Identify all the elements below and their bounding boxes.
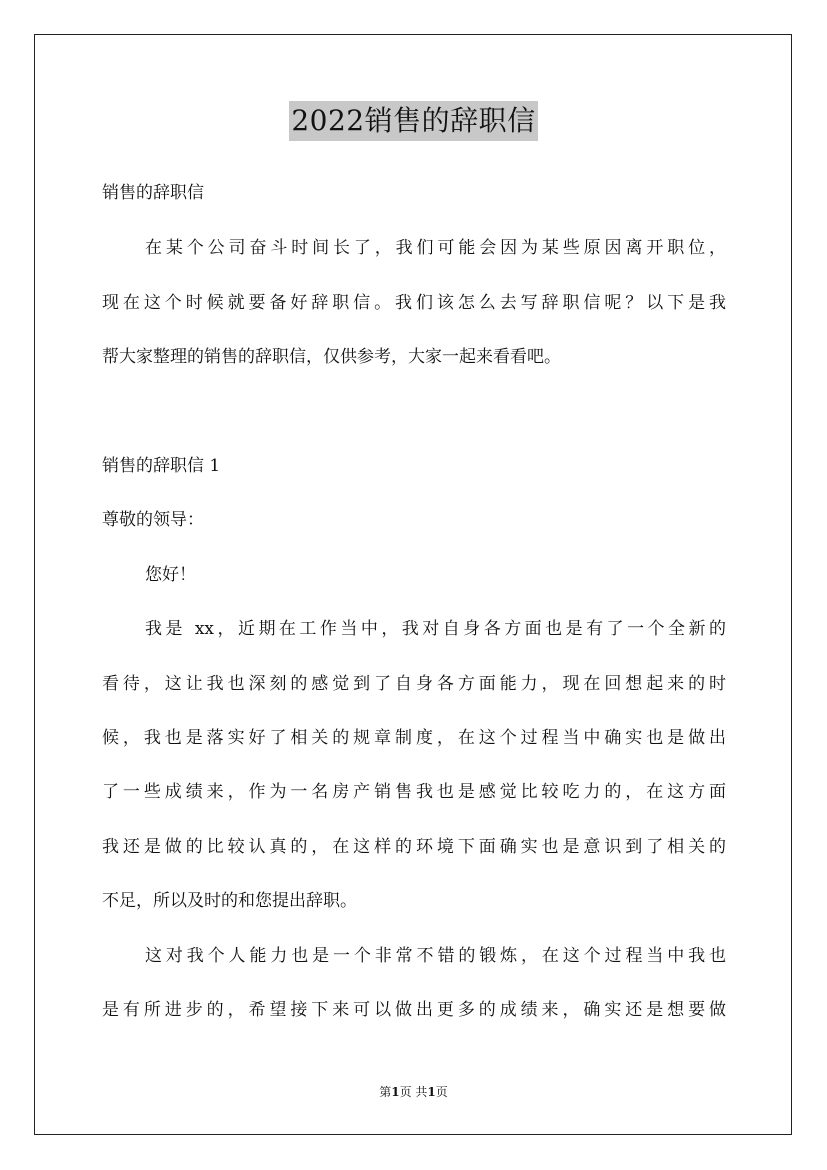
intro-line: 现在这个时候就要备好辞职信。我们该怎么去写辞职信呢？以下是我: [102, 293, 726, 313]
document-title: 2022销售的辞职信: [289, 101, 537, 141]
page-number: 1: [391, 1085, 400, 1099]
paragraph-line: 候，我也是落实好了相关的规章制度，在这个过程当中确实也是做出: [102, 728, 726, 748]
paragraph-line: 看待，这让我也深刻的感觉到了自身各方面能力，现在回想起来的时: [102, 674, 726, 694]
paragraph-line: 是有所进步的，希望接下来可以做出更多的成绩来，确实还是想要做: [102, 1000, 726, 1020]
footer-mid: 页 共: [399, 1085, 428, 1099]
paragraph-line: 不足，所以及时的和您提出辞职。: [102, 891, 357, 911]
page-footer: [0, 1084, 827, 1100]
salutation: 尊敬的领导：: [102, 510, 204, 530]
letter-heading: 销售的辞职信 1: [102, 456, 221, 476]
intro-line: 帮大家整理的销售的辞职信，仅供参考，大家一起来看看吧。: [102, 347, 561, 367]
greeting: 您好！: [145, 565, 196, 585]
intro-line: 在某个公司奋斗时间长了，我们可能会因为某些原因离开职位，: [145, 238, 726, 258]
page-total: 1: [427, 1085, 436, 1099]
paragraph-line: 了一些成绩来，作为一名房产销售我也是感觉比较吃力的，在这方面: [102, 782, 726, 802]
title-container: [0, 101, 827, 141]
footer-prefix: 第: [379, 1085, 392, 1099]
footer-suffix: 页: [435, 1085, 448, 1099]
subtitle: 销售的辞职信: [102, 183, 204, 203]
paragraph-line: 这对我个人能力也是一个非常不错的锻炼，在这个过程当中我也: [145, 946, 726, 966]
paragraph-line: 我还是做的比较认真的，在这样的环境下面确实也是意识到了相关的: [102, 837, 726, 857]
paragraph-line: 我是 xx，近期在工作当中，我对自身各方面也是有了一个全新的: [145, 619, 726, 639]
